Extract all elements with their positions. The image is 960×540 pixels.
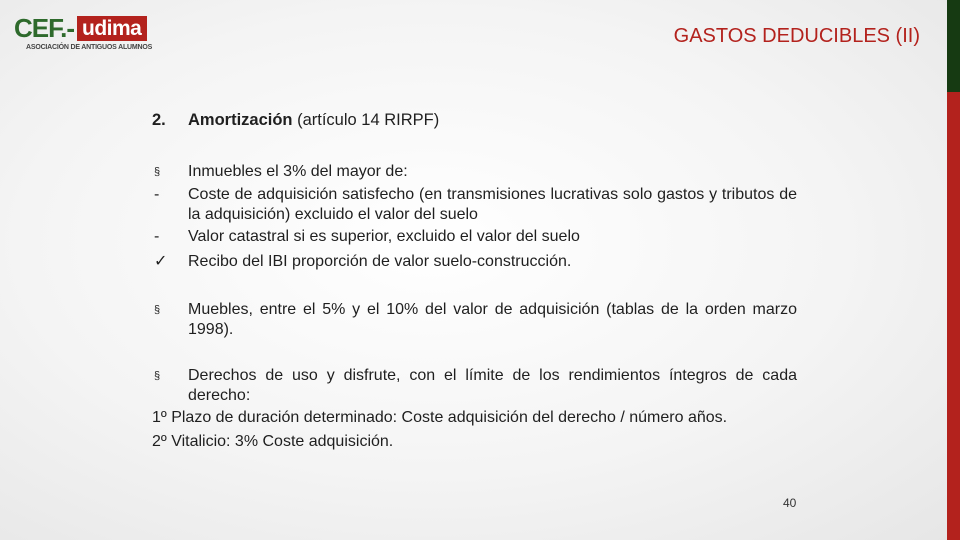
cef-udima-logo	[14, 13, 166, 56]
list-item-text: Valor catastral si es superior, excluido el valor del suelo	[188, 228, 580, 245]
list-item	[152, 300, 797, 340]
section-heading	[152, 110, 439, 130]
side-accent-green	[947, 0, 960, 92]
list-item	[152, 366, 797, 406]
dash-bullet-icon: -	[154, 228, 160, 245]
checkmark-icon: ✓	[154, 253, 168, 270]
square-bullet-icon: §	[154, 166, 161, 178]
square-bullet-icon: §	[154, 370, 161, 382]
logo-subtitle: ASOCIACIÓN DE ANTIGUOS ALUMNOS	[26, 44, 153, 51]
logo-cef-text: CEF.-	[14, 13, 74, 43]
list-item	[152, 252, 797, 272]
list-item-text: Recibo del IBI proporción de valor suelo-construcción.	[188, 253, 572, 270]
list-item	[152, 227, 797, 247]
section-heading-bold: Amortización	[188, 111, 293, 129]
list-item-text: Muebles, entre el 5% y el 10% del valor de adquisición (tablas de la orden marzo 1998).	[188, 301, 797, 338]
section-number: 2.	[152, 111, 166, 129]
list-item	[152, 185, 797, 225]
list-item-text: Derechos de uso y disfrute, con el límite de los rendimientos íntegros de cada derecho:	[188, 367, 797, 404]
side-accent-red	[947, 92, 960, 540]
dash-bullet-icon: -	[154, 186, 160, 203]
square-bullet-icon: §	[154, 304, 161, 316]
body-line: 2º Vitalicio: 3% Coste adquisición.	[152, 433, 394, 450]
body-line: 1º Plazo de duración determinado: Coste adquisición del derecho / número años.	[152, 409, 728, 426]
slide-title: GASTOS DEDUCIBLES (II)	[673, 25, 920, 47]
section-heading-rest: (artículo 14 RIRPF)	[292, 111, 440, 129]
logo-wordmark	[14, 13, 147, 43]
list-item-text: Inmuebles el 3% del mayor de:	[188, 163, 408, 180]
page-number: 40	[783, 496, 797, 510]
list-item	[152, 162, 797, 182]
list-item-text: Coste de adquisición satisfecho (en transmisiones lucrativas solo gastos y tributos de la adquisición) excluido el valor del suelo	[188, 186, 797, 223]
logo-udima-text: udima	[77, 16, 147, 41]
